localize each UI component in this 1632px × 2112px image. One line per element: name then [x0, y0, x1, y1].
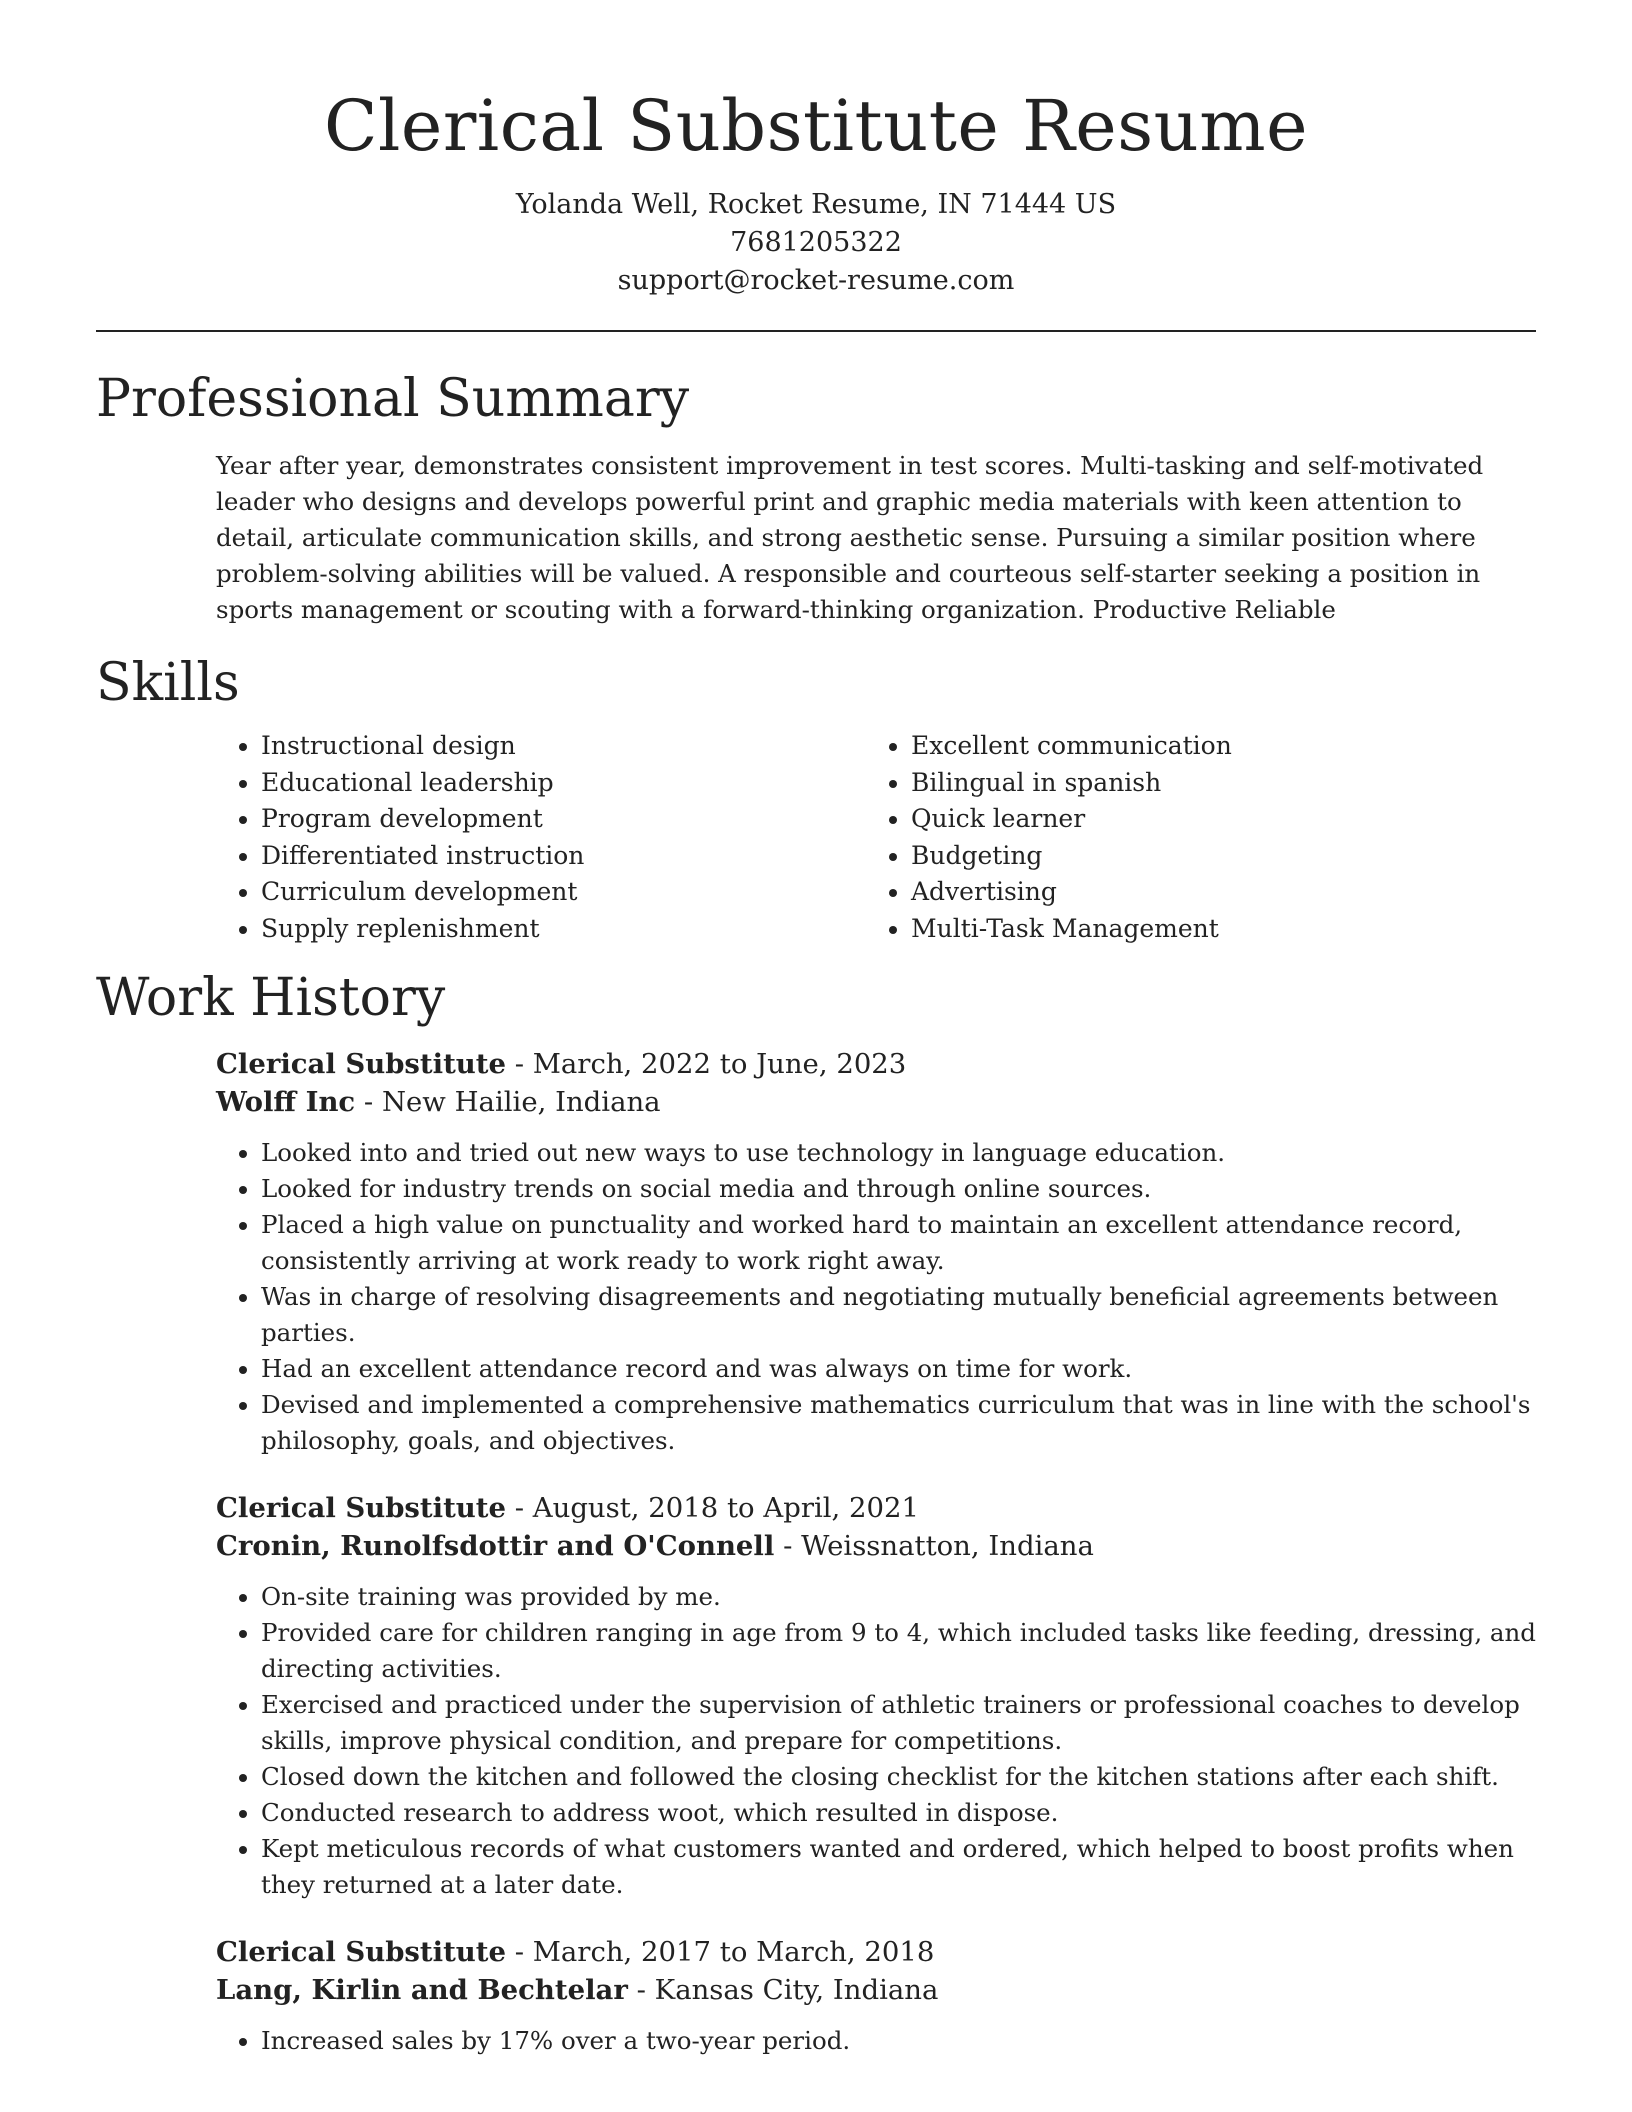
section-title-work-history: Work History: [96, 968, 446, 1028]
job-location: - Weissnatton, Indiana: [774, 1530, 1094, 1562]
skill-item: • Multi-Task Management: [911, 911, 1232, 948]
skill-item: • Excellent communication: [911, 728, 1232, 765]
header-divider: [96, 330, 1536, 332]
job-bullet: • Looked into and tried out new ways to use technology in language education.: [261, 1135, 1536, 1171]
contact-block: [96, 186, 1536, 300]
contact-address: Yolanda Well, Rocket Resume, IN 71444 US: [515, 189, 1117, 220]
job-bullet: • Placed a high value on punctuality and worked hard to maintain an excellent attendance record, consistently arriving at work ready to work right away.: [261, 1207, 1536, 1279]
job-dates: - August, 2018 to April, 2021: [505, 1492, 920, 1524]
resume-title: Clerical Substitute Resume: [323, 85, 1309, 167]
section-title-skills: Skills: [96, 653, 240, 713]
skill-item: • Program development: [261, 801, 866, 838]
job-bullet: • Kept meticulous records of what customers wanted and ordered, which helped to boost profits when they returned at a later date.: [261, 1831, 1536, 1903]
skill-item: • Bilingual in spanish: [911, 765, 1232, 802]
skill-item: • Quick learner: [911, 801, 1232, 838]
job-company: Lang, Kirlin and Bechtelar: [216, 1974, 628, 2006]
job-dates: - March, 2017 to March, 2018: [505, 1936, 935, 1968]
skill-item: • Supply replenishment: [261, 911, 866, 948]
skill-item: • Curriculum development: [261, 874, 866, 911]
job-bullet: • On-site training was provided by me.: [261, 1579, 1536, 1615]
job-title: Clerical Substitute: [216, 1936, 506, 1968]
skill-item: • Budgeting: [911, 838, 1232, 875]
job-bullet: • Closed down the kitchen and followed the closing checklist for the kitchen stations after each shift.: [261, 1759, 1536, 1795]
contact-phone: 7681205322: [730, 227, 902, 258]
job-title-line: [216, 1489, 1536, 1527]
job-location: - Kansas City, Indiana: [627, 1974, 939, 2006]
job-dates: - March, 2022 to June, 2023: [505, 1048, 907, 1080]
job-entry: [216, 1045, 1536, 1459]
job-bullets: [216, 2023, 1536, 2059]
resume-page: [96, 0, 1536, 2059]
job-bullet: • Exercised and practiced under the supervision of athletic trainers or professional coaches to develop skills, improve physical condition, and prepare for competitions.: [261, 1687, 1536, 1759]
job-entry: [216, 1933, 1536, 2059]
skill-item: • Differentiated instruction: [261, 838, 866, 875]
job-bullet: • Had an excellent attendance record and was always on time for work.: [261, 1351, 1536, 1387]
job-bullets: [216, 1579, 1536, 1903]
job-company-line: [216, 1971, 1536, 2009]
skills-list: [216, 728, 1536, 947]
skill-item: • Advertising: [911, 874, 1232, 911]
job-bullet: • Increased sales by 17% over a two-year period.: [261, 2023, 1536, 2059]
job-company-line: [216, 1083, 1536, 1121]
skill-item: • Educational leadership: [261, 765, 866, 802]
job-bullets: [216, 1135, 1536, 1459]
job-location: - New Hailie, Indiana: [355, 1086, 661, 1118]
job-title: Clerical Substitute: [216, 1048, 506, 1080]
contact-email: support@rocket-resume.com: [617, 265, 1015, 296]
job-bullet: • Devised and implemented a comprehensive mathematics curriculum that was in line with the school's philosophy, goals, and objectives.: [261, 1387, 1536, 1459]
skill-item: • Instructional design: [261, 728, 866, 765]
job-title: Clerical Substitute: [216, 1492, 506, 1524]
job-bullet: • Provided care for children ranging in age from 9 to 4, which included tasks like feeding, dressing, and directing activities.: [261, 1615, 1536, 1687]
job-entry: [216, 1489, 1536, 1903]
job-title-line: [216, 1933, 1536, 1971]
skills-column-right: [866, 728, 1232, 947]
job-bullet: • Conducted research to address woot, which resulted in dispose.: [261, 1795, 1536, 1831]
skills-column-left: [216, 728, 866, 947]
job-company: Cronin, Runolfsdottir and O'Connell: [216, 1530, 775, 1562]
job-bullet: • Was in charge of resolving disagreements and negotiating mutually beneficial agreements between parties.: [261, 1279, 1536, 1351]
summary-text: Year after year, demonstrates consistent improvement in test scores. Multi-tasking and self-motivated leader who designs and develops powerful print and graphic media materials with keen attention to detail, articulate communication skills, and strong aesthetic sense. Pursuing a similar position where problem-solving abilities will be valued. A responsible and courteous self-starter seeking a position in sports management or scouting with a forward-thinking organization. Productive Reliable: [216, 451, 1484, 624]
section-title-summary: Professional Summary: [96, 369, 690, 429]
job-title-line: [216, 1045, 1536, 1083]
job-company-line: [216, 1527, 1536, 1565]
job-bullet: • Looked for industry trends on social media and through online sources.: [261, 1171, 1536, 1207]
job-company: Wolff Inc: [216, 1086, 356, 1118]
